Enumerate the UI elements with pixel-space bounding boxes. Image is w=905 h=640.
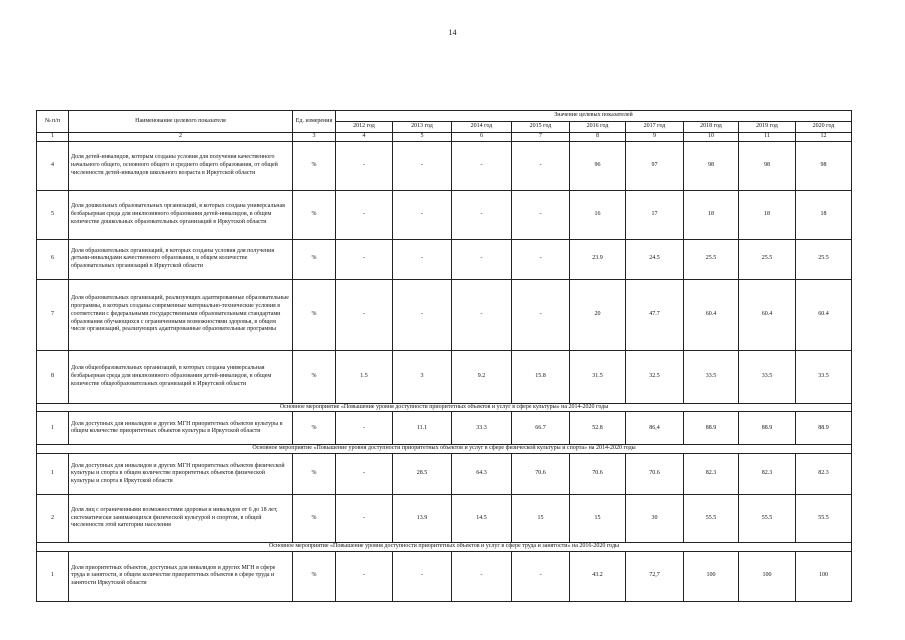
row-value: 60.4: [739, 279, 796, 350]
row-num: 5: [37, 190, 69, 239]
table-row: [37, 190, 852, 239]
header-row-1: [37, 111, 852, 122]
row-value: -: [393, 551, 452, 601]
page-number: 14: [448, 28, 457, 37]
row-value: 88.9: [796, 412, 852, 445]
column-index: 8: [570, 133, 626, 142]
row-value: 88.9: [739, 412, 796, 445]
section-header-row: [37, 403, 852, 412]
row-name: Доля детей-инвалидов, которым созданы условия для получения качественного начального общего, основного общего и среднего общего образования, от общей численности детей-инвалидов школьного возраста в Иркутской области: [69, 141, 293, 190]
target-indicators-table: [36, 110, 852, 602]
header-num: № п/п: [37, 111, 69, 133]
row-value: -: [336, 279, 393, 350]
row-value: 18: [684, 190, 739, 239]
row-value: -: [512, 239, 570, 279]
row-value: -: [452, 279, 512, 350]
row-value: -: [512, 141, 570, 190]
row-value: 18: [796, 190, 852, 239]
header-year: 2015 год: [512, 122, 570, 133]
row-unit: %: [293, 412, 336, 445]
row-value: 82.3: [684, 454, 739, 495]
row-value: -: [336, 190, 393, 239]
row-value: 13.9: [393, 495, 452, 543]
row-value: -: [336, 454, 393, 495]
section-title: Основное мероприятие «Повышение уровня доступности приоритетных объектов и услуг в сфере культуры» на 2014-2020 годы: [37, 403, 852, 412]
row-name: Доля дошкольных образовательных организаций, в которых создана универсальная безбарьерная среда для инклюзивного образования детей-инвалидов, в общем количестве дошкольных образовательных организаций в Иркутской области: [69, 190, 293, 239]
row-value: -: [452, 239, 512, 279]
section-header-row: [37, 543, 852, 552]
header-year: 2013 год: [393, 122, 452, 133]
row-name: Доля лиц с ограниченными возможностями здоровья и инвалидов от 6 до 18 лет, систематически занимающихся физической культурой и спортом, в общей численности этой категории населения: [69, 495, 293, 543]
row-value: 98: [739, 141, 796, 190]
table-row: [37, 454, 852, 495]
row-value: 70.6: [512, 454, 570, 495]
column-index: 9: [626, 133, 684, 142]
column-index: 10: [684, 133, 739, 142]
row-value: 70.6: [626, 454, 684, 495]
row-value: -: [452, 141, 512, 190]
row-value: 60.4: [684, 279, 739, 350]
table-row: [37, 239, 852, 279]
column-index: 3: [293, 133, 336, 142]
row-unit: %: [293, 141, 336, 190]
row-value: 15.8: [512, 350, 570, 403]
column-index: 4: [336, 133, 393, 142]
row-value: 11.1: [393, 412, 452, 445]
row-value: 25.5: [739, 239, 796, 279]
row-value: 16: [570, 190, 626, 239]
row-value: 20: [570, 279, 626, 350]
row-name: Доля доступных для инвалидов и других МГН приоритетных объектов физической культуры и спорта в общем количестве приоритетных объектов физической культуры и спорта в Иркутской области: [69, 454, 293, 495]
row-value: 86,4: [626, 412, 684, 445]
row-unit: %: [293, 190, 336, 239]
row-value: -: [452, 190, 512, 239]
row-value: -: [336, 495, 393, 543]
column-index: 6: [452, 133, 512, 142]
row-unit: %: [293, 495, 336, 543]
row-value: 33.3: [452, 412, 512, 445]
row-num: 2: [37, 495, 69, 543]
row-value: -: [336, 551, 393, 601]
row-num: 1: [37, 551, 69, 601]
row-value: 55.5: [684, 495, 739, 543]
column-index: 2: [69, 133, 293, 142]
row-value: 47.7: [626, 279, 684, 350]
row-value: 23.9: [570, 239, 626, 279]
table-row: [37, 551, 852, 601]
row-name: Доля приоритетных объектов, доступных для инвалидов и других МГН в сфере труда и занятости, в общем количестве приоритетных объектов в сфере труда и занятости Иркутской области: [69, 551, 293, 601]
column-index: 5: [393, 133, 452, 142]
header-year: 2018 год: [684, 122, 739, 133]
row-value: 55.5: [739, 495, 796, 543]
row-name: Доля образовательных организаций, реализующих адаптированные образовательные программы, в которых созданы современные материально-технические условия в соответствии с федеральными государственными образовательными стандартами образования обучающихся с ограниченными возможностями здоровья, в общем числе организаций, реализующих адаптированные образовательные программы: [69, 279, 293, 350]
column-index: 7: [512, 133, 570, 142]
column-index: 1: [37, 133, 69, 142]
row-value: 66.7: [512, 412, 570, 445]
row-unit: %: [293, 454, 336, 495]
row-value: -: [512, 190, 570, 239]
header-name: Наименование целевого показателя: [69, 111, 293, 133]
row-value: 100: [796, 551, 852, 601]
row-name: Доля доступных для инвалидов и других МГН приоритетных объектов культуры в общем количестве приоритетных объектов культуры в Иркутской области: [69, 412, 293, 445]
row-value: 70.6: [570, 454, 626, 495]
row-unit: %: [293, 350, 336, 403]
row-value: 82.3: [796, 454, 852, 495]
row-unit: %: [293, 279, 336, 350]
row-value: 15: [512, 495, 570, 543]
row-value: 18: [739, 190, 796, 239]
column-index: 11: [739, 133, 796, 142]
row-num: 1: [37, 454, 69, 495]
row-value: 33.5: [796, 350, 852, 403]
section-header-row: [37, 445, 852, 454]
row-value: 64.3: [452, 454, 512, 495]
row-value: 100: [684, 551, 739, 601]
row-num: 7: [37, 279, 69, 350]
row-value: 15: [570, 495, 626, 543]
table-row: [37, 495, 852, 543]
header-values-group: Значение целевых показателей: [336, 111, 852, 122]
row-value: 52.8: [570, 412, 626, 445]
row-value: 33.5: [739, 350, 796, 403]
table-row: [37, 412, 852, 445]
row-value: -: [512, 279, 570, 350]
row-value: 30: [626, 495, 684, 543]
row-value: 72,7: [626, 551, 684, 601]
row-unit: %: [293, 551, 336, 601]
row-value: 3: [393, 350, 452, 403]
header-year: 2017 год: [626, 122, 684, 133]
row-value: 24.5: [626, 239, 684, 279]
table-row: [37, 279, 852, 350]
row-value: 96: [570, 141, 626, 190]
row-value: 33.5: [684, 350, 739, 403]
row-value: 25.5: [684, 239, 739, 279]
row-value: 9.2: [452, 350, 512, 403]
row-value: -: [393, 190, 452, 239]
column-index-row: [37, 133, 852, 142]
row-value: 43.2: [570, 551, 626, 601]
row-value: 97: [626, 141, 684, 190]
header-year: 2019 год: [739, 122, 796, 133]
row-value: 1.5: [336, 350, 393, 403]
row-value: 82.3: [739, 454, 796, 495]
table-row: [37, 141, 852, 190]
row-value: -: [336, 412, 393, 445]
row-value: 60.4: [796, 279, 852, 350]
row-value: -: [512, 551, 570, 601]
header-unit: Ед. измерения: [293, 111, 336, 133]
row-value: 100: [739, 551, 796, 601]
row-value: 88.9: [684, 412, 739, 445]
row-value: -: [393, 239, 452, 279]
row-name: Доля общеобразовательных организаций, в которых создана универсальная безбарьерная среда для инклюзивного образования детей-инвалидов, в общем количестве общеобразовательных организаций в Иркутской области: [69, 350, 293, 403]
column-index: 12: [796, 133, 852, 142]
row-value: 55.5: [796, 495, 852, 543]
row-num: 4: [37, 141, 69, 190]
row-value: -: [336, 239, 393, 279]
row-num: 8: [37, 350, 69, 403]
row-value: 28.5: [393, 454, 452, 495]
table-row: [37, 350, 852, 403]
row-value: 25.5: [796, 239, 852, 279]
row-value: -: [393, 141, 452, 190]
header-year: 2020 год: [796, 122, 852, 133]
row-name: Доля образовательных организаций, в которых созданы условия для получения детьми-инвалидами качественного образования, в общем количестве образовательных организаций в Иркутской области: [69, 239, 293, 279]
header-year: 2012 год: [336, 122, 393, 133]
header-year: 2016 год: [570, 122, 626, 133]
row-value: -: [393, 279, 452, 350]
row-value: 98: [684, 141, 739, 190]
row-value: 14.5: [452, 495, 512, 543]
row-value: 31.5: [570, 350, 626, 403]
section-title: Основное мероприятие «Повышение уровня доступности приоритетных объектов и услуг в сфере физической культуры и спорта» на 2014-2020 годы: [37, 445, 852, 454]
row-value: -: [452, 551, 512, 601]
row-value: -: [336, 141, 393, 190]
row-value: 32.5: [626, 350, 684, 403]
row-value: 17: [626, 190, 684, 239]
row-unit: %: [293, 239, 336, 279]
row-value: 98: [796, 141, 852, 190]
row-num: 6: [37, 239, 69, 279]
section-title: Основное мероприятие «Повышение уровня доступности приоритетных объектов и услуг в сфере труда и занятости» на 2016-2020 годы: [37, 543, 852, 552]
header-year: 2014 год: [452, 122, 512, 133]
row-num: 1: [37, 412, 69, 445]
